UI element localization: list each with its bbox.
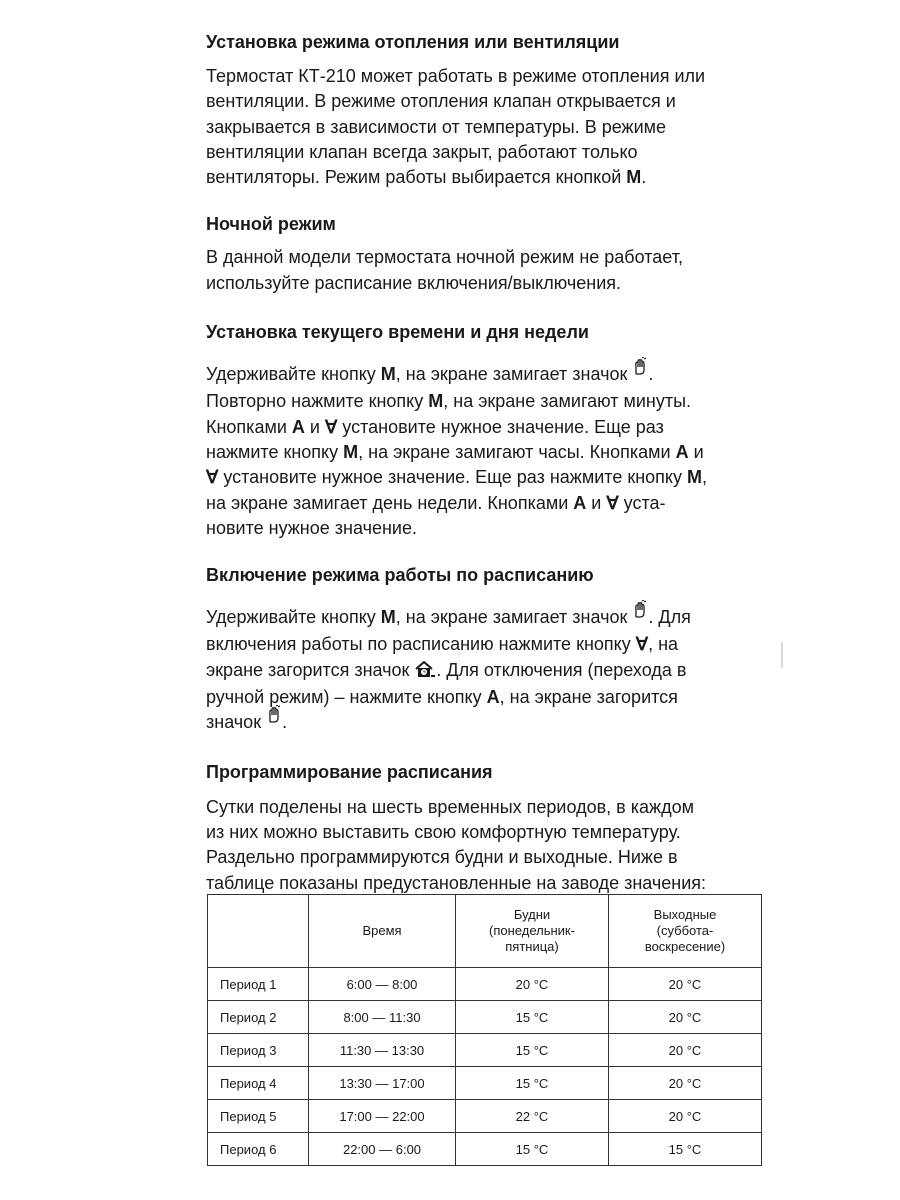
cell-time: 13:30 — 17:00 xyxy=(309,1067,456,1100)
cell-weekend: 20 °C xyxy=(609,1001,762,1034)
hand-icon xyxy=(633,357,647,382)
cell-period: Период 2 xyxy=(208,1001,309,1034)
cell-period: Период 5 xyxy=(208,1100,309,1133)
table-row xyxy=(208,1034,762,1067)
cell-period: Период 4 xyxy=(208,1067,309,1100)
header-time: Время xyxy=(309,895,456,968)
schedule-table xyxy=(207,894,762,1166)
cell-period: Период 1 xyxy=(208,968,309,1001)
header-weekend: Выходные (суббота- воскресение) xyxy=(609,895,762,968)
heading-night: Ночной режим xyxy=(206,214,336,235)
cell-weekend: 20 °C xyxy=(609,1034,762,1067)
cell-weekend: 15 °C xyxy=(609,1133,762,1166)
cell-time: 8:00 — 11:30 xyxy=(309,1001,456,1034)
document-page xyxy=(206,30,790,896)
cell-weekdays: 15 °C xyxy=(456,1001,609,1034)
paragraph-night: В данной модели термостата ночной режим не работает, используйте расписание включения/выключения. xyxy=(206,247,683,293)
table-header-row xyxy=(208,895,762,968)
table-row xyxy=(208,968,762,1001)
cell-weekdays: 15 °C xyxy=(456,1034,609,1067)
cell-period: Период 6 xyxy=(208,1133,309,1166)
heading-programming: Программирование расписания xyxy=(206,761,493,782)
house-clock-icon xyxy=(415,660,435,685)
section-mode xyxy=(206,30,790,190)
section-programming xyxy=(206,760,790,896)
cell-time: 11:30 — 13:30 xyxy=(309,1034,456,1067)
heading-schedule-on: Включение режима работы по расписанию xyxy=(206,565,594,586)
header-empty xyxy=(208,895,309,968)
hand-icon xyxy=(633,600,647,625)
header-weekdays: Будни (понедельник- пятница) xyxy=(456,895,609,968)
cell-weekdays: 20 °C xyxy=(456,968,609,1001)
cell-weekend: 20 °C xyxy=(609,1067,762,1100)
table-row xyxy=(208,1001,762,1034)
paragraph-time: Удерживайте кнопку M, на экране замигает значок . Повторно нажмите кнопку M, на экране замигают минуты. Кнопками A и ∀ установите нужное значение. Еще раз нажмите кнопку M, на экране замигают часы. Кнопками A и ∀ установите нужное значение. Еще раз нажмите кнопку M, на экране замигает день недели. Кнопками A и ∀ уста- новите нужное значение. xyxy=(206,362,790,541)
paragraph-programming: Сутки поделены на шесть временных периодов, в каждом из них можно выставить свою комфортную температуру. Раздельно программируются будни и выходные. Ниже в таблице показаны предустановленные на заводе значения: xyxy=(206,796,707,893)
cell-weekdays: 22 °C xyxy=(456,1100,609,1133)
cell-period: Период 3 xyxy=(208,1034,309,1067)
paragraph-mode: Термостат КТ-210 может работать в режиме отопления или вентиляции. В режиме отопления клапан открывается и закрывается в зависимости от температуры. В режиме вентиляции клапан всегда закрыт, работают только вентиляторы. Режим работы выбирается кнопкой M. xyxy=(206,66,706,188)
cell-time: 22:00 — 6:00 xyxy=(309,1133,456,1166)
cell-time: 6:00 — 8:00 xyxy=(309,968,456,1001)
cell-weekend: 20 °C xyxy=(609,968,762,1001)
key-m: M xyxy=(626,167,642,188)
cell-weekdays: 15 °C xyxy=(456,1067,609,1100)
table-row xyxy=(208,1133,762,1166)
section-schedule-on xyxy=(206,563,790,737)
cell-weekend: 20 °C xyxy=(609,1100,762,1133)
hand-icon xyxy=(267,705,281,730)
cell-weekdays: 15 °C xyxy=(456,1133,609,1166)
heading-time: Установка текущего времени и дня недели xyxy=(206,322,589,343)
section-time xyxy=(206,320,790,541)
heading-mode: Установка режима отопления или вентиляции xyxy=(206,32,620,52)
section-night xyxy=(206,212,790,296)
scan-edge-mark xyxy=(781,642,783,668)
table-row xyxy=(208,1100,762,1133)
table-row xyxy=(208,1067,762,1100)
cell-time: 17:00 — 22:00 xyxy=(309,1100,456,1133)
paragraph-schedule-on: Удерживайте кнопку M, на экране замигает значок . Для включения работы по расписанию нажмите кнопку ∀, на экране загорится значок . Для отключения (перехода в ручной режим) – нажмите кнопку A, на экране загорится значок . xyxy=(206,605,790,737)
